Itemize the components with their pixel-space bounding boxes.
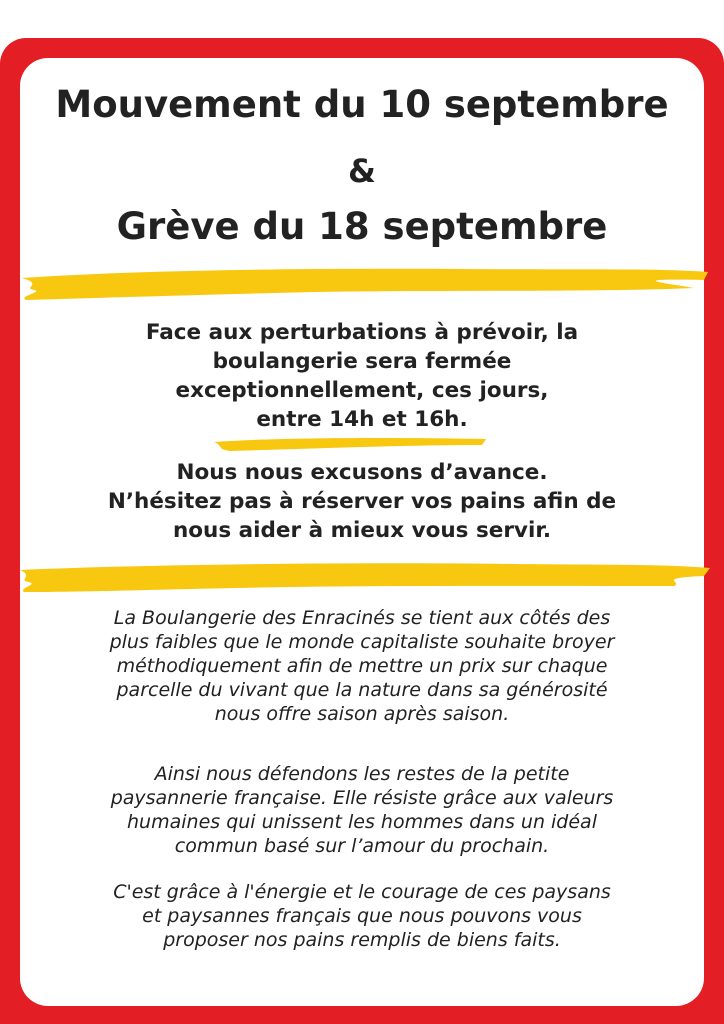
values-paragraph-1	[0, 606, 724, 726]
paragraph-line: proposer nos pains remplis de biens faits.	[163, 929, 561, 951]
paragraph-line: méthodiquement afin de mettre un prix sur chaque	[116, 655, 608, 677]
title-ampersand: &	[348, 152, 376, 190]
notice-line: boulangerie sera fermée	[212, 349, 512, 374]
title-line-2: Grève du 18 septembre	[116, 205, 608, 248]
apology-line: nous aider à mieux vous servir.	[172, 518, 552, 543]
values-paragraph-3	[0, 880, 724, 952]
paragraph-line: C'est grâce à l'énergie et le courage de ces paysans	[113, 881, 611, 903]
yellow-brush-stroke-2	[210, 433, 490, 455]
title-line-1: Mouvement du 10 septembre	[55, 83, 669, 126]
paragraph-line: commun basé sur l’amour du prochain.	[174, 835, 550, 857]
paragraph-line: paysannerie française. Elle résiste grâce aux valeurs	[110, 787, 614, 809]
apology-line: Nous nous excusons d’avance.	[176, 460, 548, 485]
paragraph-line: et paysannes français que nous pouvons vous	[142, 905, 582, 927]
notice-line: Face aux perturbations à prévoir, la	[145, 320, 579, 345]
paragraph-line: plus faibles que le monde capitaliste souhaite broyer	[109, 631, 615, 653]
yellow-brush-stroke-3	[14, 558, 714, 598]
paragraph-line: La Boulangerie des Enracinés se tient aux côtés des	[113, 607, 611, 629]
values-paragraph-2	[0, 762, 724, 858]
yellow-brush-stroke-1	[14, 262, 714, 308]
notice-line: entre 14h et 16h.	[256, 407, 468, 432]
apology-line: N’hésitez pas à réserver vos pains afin de	[107, 489, 617, 514]
paragraph-line: humaines qui unissent les hommes dans un idéal	[127, 811, 597, 833]
notice-line: exceptionnellement, ces jours,	[175, 378, 549, 403]
paragraph-line: parcelle du vivant que la nature dans sa générosité	[116, 679, 608, 701]
closure-notice	[0, 318, 724, 434]
apology-text	[0, 458, 724, 545]
paragraph-line: Ainsi nous défendons les restes de la petite	[154, 763, 570, 785]
paragraph-line: nous offre saison après saison.	[214, 703, 510, 725]
